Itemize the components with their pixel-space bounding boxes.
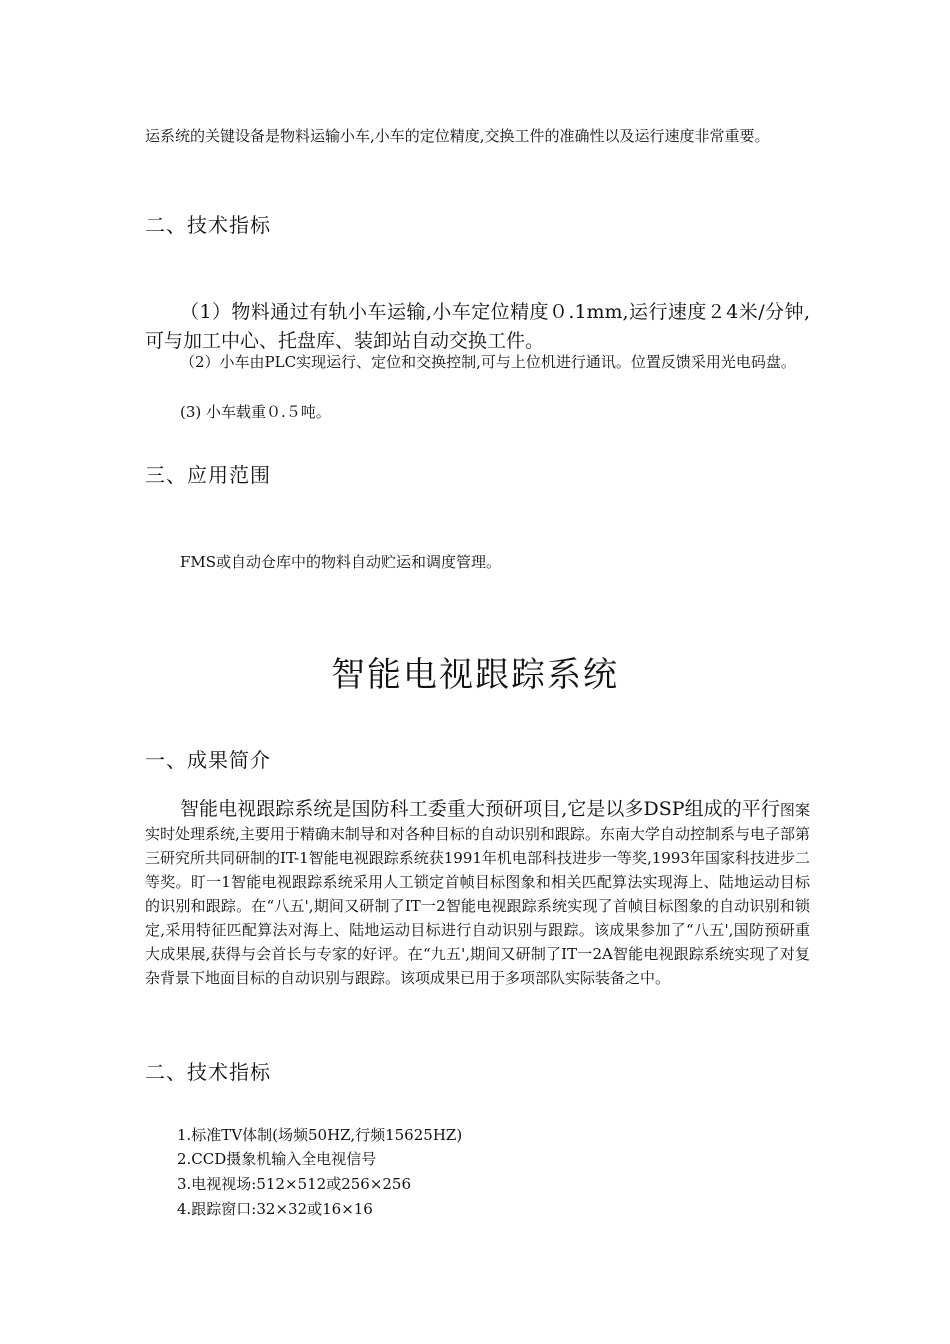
spec-item-2: （2）小车由PLC实现运行、定位和交换控制,可与上位机进行通讯。位置反馈采用光电码盘。	[180, 353, 796, 371]
scope-paragraph: FMS或自动仓库中的物料自动贮运和调度管理。	[180, 553, 502, 571]
spec-list-item: 2.CCD摄象机输入全电视信号	[177, 1150, 377, 1168]
heading-achievement-intro: 一、成果简介	[145, 748, 271, 772]
section-title: 智能电视跟踪系统	[331, 655, 619, 695]
heading-technical-specs-2: 二、技术指标	[145, 1060, 271, 1084]
heading-application-scope: 三、应用范围	[145, 463, 271, 487]
spec-item-3: (3) 小车载重０.５吨。	[180, 403, 331, 421]
spec-list-item: 3.电视视场:512×512或256×256	[177, 1175, 412, 1193]
heading-technical-specs: 二、技术指标	[145, 213, 271, 237]
spec-item-1: （1）物料通过有轨小车运输,小车定位精度０.1mm,运行速度２4米/分钟,可与加工中心、托盘库、装卸站自动交换工件。	[145, 301, 810, 352]
spec-list-item: 1.标准TV体制(场频50HZ,行频15625HZ)	[177, 1126, 463, 1144]
intro-paragraph: 运系统的关键设备是物料运输小车,小车的定位精度,交换工件的准确性以及运行速度非常重要。	[145, 127, 770, 145]
spec-list-item: 4.跟踪窗口:32×32或16×16	[177, 1200, 373, 1218]
achievement-paragraph: 智能电视跟踪系统是国防科工委重大预研项目,它是以多DSP组成的平行图案实时处理系统,主要用于精确末制导和对各种目标的自动识别和跟踪。东南大学自动控制系与电子部第三研究所共同研制的IT-1智能电视跟踪系统获1991年机电部科技进步一等奖,1993年国家科技进步二等奖。盯一1智能电视跟踪系统采用人工锁定首帧目标图象和相关匹配算法实现海上、陆地运动目标的识别和跟踪。在“八五',期间又研制了IT一2智能电视跟踪系统实现了首帧目标图象的自动识别和锁定,采用特征匹配算法对海上、陆地运动目标进行自动识别与跟踪。该成果参加了“八五',国防预研重大成果展,获得与会首长与专家的好评。在“九五',期间又研制了IT一2A智能电视跟踪系统实现了对复杂背景下地面目标的自动识别与跟踪。该项成果已用于多项部队实际装备之中。	[145, 798, 810, 987]
